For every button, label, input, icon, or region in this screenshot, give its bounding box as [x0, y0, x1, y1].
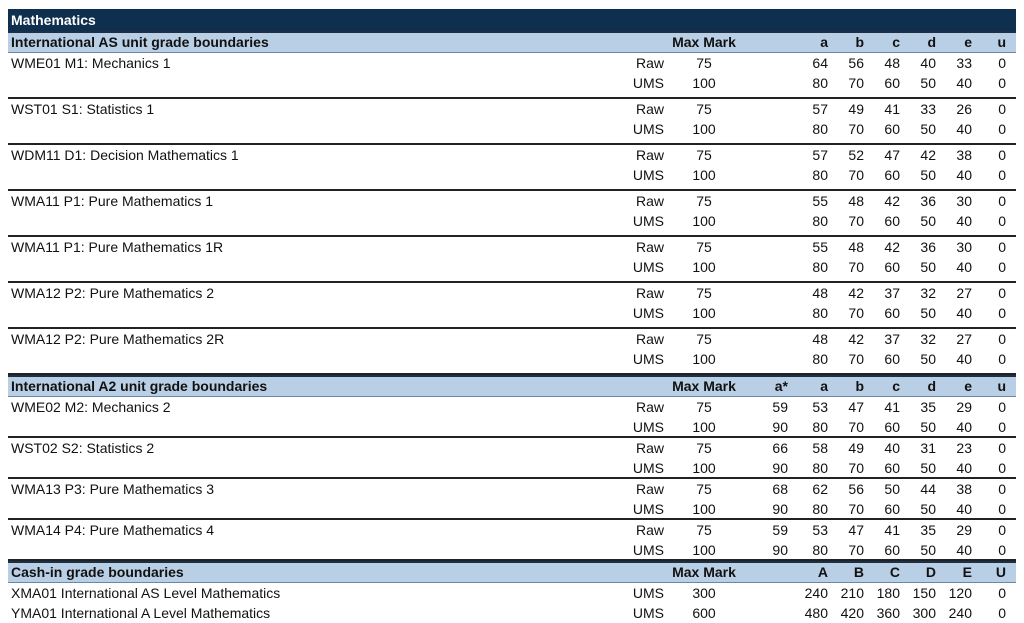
mark-type: Raw [635, 193, 664, 209]
grade-boundary: 42 [848, 285, 864, 301]
grade-boundary: 32 [920, 331, 936, 347]
mark-type: UMS [632, 541, 664, 558]
qualification-title: XMA01 International AS Level Mathematics [11, 585, 281, 601]
grade-boundary: 0 [998, 541, 1006, 558]
cashin-row [8, 603, 1016, 623]
grade-boundary: 300 [912, 605, 936, 621]
cashin-grade-header: U [995, 564, 1006, 580]
a2-grade-header: a* [774, 378, 788, 394]
raw-row [8, 237, 1016, 257]
a2-unit-list [8, 397, 1016, 561]
a2-grade-header: u [997, 378, 1006, 394]
grade-boundary: 40 [884, 440, 900, 456]
unit-block [8, 191, 1016, 237]
a2-grade-header: b [855, 378, 864, 394]
unit-block [8, 237, 1016, 283]
grade-boundary: 36 [920, 193, 936, 209]
grade-boundary: 150 [912, 585, 936, 601]
grade-boundary: 33 [956, 55, 972, 71]
as-grade-header: e [964, 34, 972, 50]
unit-title: WMA13 P3: Pure Mathematics 3 [11, 481, 215, 497]
ums-row [8, 349, 1016, 369]
grade-boundary: 40 [956, 418, 972, 435]
grade-boundary: 0 [998, 239, 1006, 255]
grade-boundary: 70 [848, 121, 864, 137]
cashin-heading: Cash-in grade boundaries [11, 564, 184, 580]
a2-grade-header: a [820, 378, 828, 394]
cashin-row [8, 583, 1016, 603]
cashin-grade-header: C [889, 564, 900, 580]
as-max-mark-header: Max Mark [672, 34, 736, 50]
grade-boundary: 0 [998, 331, 1006, 347]
grade-boundary: 60 [884, 75, 900, 91]
mark-type: Raw [635, 440, 664, 456]
grade-boundary: 48 [884, 55, 900, 71]
grade-boundary: 52 [848, 147, 864, 163]
max-mark: 600 [692, 605, 716, 621]
ums-row [8, 458, 1016, 478]
raw-row [8, 479, 1016, 499]
grade-boundary: 70 [848, 541, 864, 558]
unit-title: WMA11 P1: Pure Mathematics 1 [11, 193, 214, 209]
grade-boundary: 48 [812, 285, 828, 301]
grade-boundary: 0 [998, 101, 1006, 117]
max-mark: 100 [692, 500, 716, 517]
grade-boundary: 53 [812, 522, 828, 538]
max-mark: 100 [692, 167, 716, 183]
mark-type: UMS [632, 259, 664, 275]
ums-row [8, 417, 1016, 437]
grade-boundary: 42 [848, 331, 864, 347]
raw-row [8, 99, 1016, 119]
grade-boundary: 90 [772, 500, 788, 517]
max-mark: 100 [692, 259, 716, 275]
grade-boundary: 60 [884, 121, 900, 137]
grade-boundary: 0 [998, 481, 1006, 497]
grade-boundary: 0 [998, 193, 1006, 209]
raw-row [8, 145, 1016, 165]
grade-boundary: 60 [884, 213, 900, 229]
mark-type: UMS [632, 605, 664, 621]
grade-boundary: 41 [884, 101, 900, 117]
grade-boundary: 60 [884, 167, 900, 183]
grade-boundary: 40 [956, 75, 972, 91]
a2-grade-header: e [964, 378, 972, 394]
ums-row [8, 73, 1016, 93]
grade-boundary: 40 [956, 459, 972, 476]
grade-boundary: 55 [812, 239, 828, 255]
grade-boundary: 420 [840, 605, 864, 621]
mark-type: UMS [632, 213, 664, 229]
grade-boundary: 27 [956, 285, 972, 301]
as-section-header [8, 31, 1016, 53]
grade-boundary: 30 [956, 193, 972, 209]
mark-type: UMS [632, 459, 664, 476]
grade-boundary: 26 [956, 101, 972, 117]
grade-boundary: 40 [956, 500, 972, 517]
grade-boundary: 70 [848, 259, 864, 275]
grade-boundary: 37 [884, 331, 900, 347]
mark-type: Raw [635, 101, 664, 117]
grade-boundary: 60 [884, 305, 900, 321]
unit-title: WME01 M1: Mechanics 1 [11, 55, 171, 71]
grade-boundary: 0 [998, 213, 1006, 229]
grade-boundary: 70 [848, 500, 864, 517]
max-mark: 300 [692, 585, 716, 601]
grade-boundary: 80 [812, 167, 828, 183]
grade-boundary: 0 [998, 585, 1006, 601]
grade-boundary: 0 [998, 305, 1006, 321]
unit-title: WST02 S2: Statistics 2 [11, 440, 155, 456]
raw-row [8, 438, 1016, 458]
max-mark: 75 [696, 285, 712, 301]
grade-boundary: 0 [998, 418, 1006, 435]
grade-boundary: 42 [884, 193, 900, 209]
grade-boundary: 80 [812, 459, 828, 476]
grade-boundary: 210 [840, 585, 864, 601]
grade-boundary: 31 [920, 440, 936, 456]
grade-boundary: 0 [998, 399, 1006, 415]
grade-boundary: 80 [812, 213, 828, 229]
grade-boundary: 40 [956, 213, 972, 229]
grade-boundary: 60 [884, 500, 900, 517]
ums-row [8, 303, 1016, 323]
grade-boundary: 62 [812, 481, 828, 497]
ums-row [8, 257, 1016, 277]
grade-boundary: 0 [998, 605, 1006, 621]
ums-row [8, 211, 1016, 231]
unit-block [8, 53, 1016, 99]
grade-boundary: 40 [956, 259, 972, 275]
grade-boundary: 29 [956, 522, 972, 538]
grade-boundary: 40 [956, 351, 972, 367]
grade-boundary: 38 [956, 481, 972, 497]
mark-type: UMS [632, 500, 664, 517]
grade-boundary: 0 [998, 440, 1006, 456]
grade-boundary: 70 [848, 418, 864, 435]
unit-title: WMA12 P2: Pure Mathematics 2R [11, 331, 225, 347]
grade-boundary: 80 [812, 75, 828, 91]
grade-boundary: 0 [998, 285, 1006, 301]
grade-boundary: 50 [884, 481, 900, 497]
grade-boundary: 90 [772, 418, 788, 435]
max-mark: 75 [696, 55, 712, 71]
max-mark: 100 [692, 541, 716, 558]
grade-boundary: 0 [998, 167, 1006, 183]
grade-boundary: 50 [920, 305, 936, 321]
grade-boundary: 70 [848, 351, 864, 367]
grade-boundary: 80 [812, 121, 828, 137]
raw-row [8, 283, 1016, 303]
grade-boundary: 0 [998, 75, 1006, 91]
ums-row [8, 540, 1016, 560]
grade-boundary: 240 [948, 605, 972, 621]
grade-boundary: 50 [920, 351, 936, 367]
grade-boundary: 60 [884, 418, 900, 435]
unit-title: WDM11 D1: Decision Mathematics 1 [11, 147, 239, 163]
grade-boundary: 80 [812, 259, 828, 275]
grade-boundary: 0 [998, 55, 1006, 71]
mark-type: Raw [635, 239, 664, 255]
mark-type: Raw [635, 285, 664, 301]
unit-block [8, 99, 1016, 145]
grade-boundary: 60 [884, 351, 900, 367]
mark-type: UMS [632, 121, 664, 137]
as-unit-list [8, 53, 1016, 375]
grade-boundary: 50 [920, 121, 936, 137]
grade-boundary: 0 [998, 500, 1006, 517]
max-mark: 75 [696, 239, 712, 255]
grade-boundary: 27 [956, 331, 972, 347]
cashin-section-header [8, 561, 1016, 583]
cashin-grade-header: E [962, 564, 972, 580]
qualification-title: YMA01 International A Level Mathematics [11, 605, 271, 621]
as-grade-header: u [997, 34, 1006, 50]
grade-boundary: 90 [772, 541, 788, 558]
grade-boundary: 66 [772, 440, 788, 456]
grade-boundary: 48 [812, 331, 828, 347]
grade-boundary: 57 [812, 147, 828, 163]
grade-boundary: 70 [848, 305, 864, 321]
grade-boundary: 60 [884, 259, 900, 275]
raw-row [8, 397, 1016, 417]
mark-type: UMS [632, 351, 664, 367]
unit-title: WST01 S1: Statistics 1 [11, 101, 155, 117]
grade-boundary: 50 [920, 167, 936, 183]
grade-boundary: 42 [920, 147, 936, 163]
unit-block [8, 438, 1016, 479]
grade-boundary: 180 [876, 585, 900, 601]
as-grade-header: a [820, 34, 828, 50]
grade-boundary: 42 [884, 239, 900, 255]
mark-type: UMS [632, 585, 664, 601]
max-mark: 100 [692, 121, 716, 137]
subject-title: Mathematics [8, 9, 1016, 31]
grade-boundary: 47 [884, 147, 900, 163]
grade-boundary: 70 [848, 213, 864, 229]
ums-row [8, 499, 1016, 519]
grade-boundary: 0 [998, 351, 1006, 367]
grade-boundary: 41 [884, 522, 900, 538]
grade-boundary: 49 [848, 440, 864, 456]
grade-boundary: 80 [812, 541, 828, 558]
a2-section-header [8, 375, 1016, 397]
grade-boundary: 60 [884, 459, 900, 476]
raw-row [8, 520, 1016, 540]
grade-boundary: 35 [920, 522, 936, 538]
max-mark: 75 [696, 399, 712, 415]
grade-boundary: 0 [998, 522, 1006, 538]
grade-boundary: 48 [848, 239, 864, 255]
grade-boundary: 41 [884, 399, 900, 415]
mark-type: UMS [632, 305, 664, 321]
cashin-grade-header: A [817, 564, 828, 580]
max-mark: 75 [696, 440, 712, 456]
grade-boundary: 50 [920, 541, 936, 558]
grade-boundary: 60 [884, 541, 900, 558]
grade-boundary: 70 [848, 167, 864, 183]
unit-title: WMA14 P4: Pure Mathematics 4 [11, 522, 215, 538]
max-mark: 75 [696, 101, 712, 117]
grade-boundary: 90 [772, 459, 788, 476]
max-mark: 75 [696, 147, 712, 163]
grade-boundary: 47 [848, 522, 864, 538]
grade-boundary: 80 [812, 351, 828, 367]
grade-boundary: 48 [848, 193, 864, 209]
grade-boundary: 56 [848, 481, 864, 497]
mark-type: Raw [635, 55, 664, 71]
mark-type: Raw [635, 331, 664, 347]
cashin-grade-header: D [925, 564, 936, 580]
cashin-list [8, 583, 1016, 623]
grade-boundary: 56 [848, 55, 864, 71]
grade-boundary: 80 [812, 418, 828, 435]
a2-heading: International A2 unit grade boundaries [11, 378, 268, 394]
grade-boundary: 35 [920, 399, 936, 415]
cashin-grade-header: B [853, 564, 864, 580]
ums-row [8, 165, 1016, 185]
grade-boundary: 120 [948, 585, 972, 601]
raw-row [8, 53, 1016, 73]
cashin-max-mark-header: Max Mark [672, 564, 736, 580]
grade-boundary: 0 [998, 147, 1006, 163]
grade-boundary: 49 [848, 101, 864, 117]
mark-type: UMS [632, 418, 664, 435]
max-mark: 100 [692, 418, 716, 435]
grade-boundary: 23 [956, 440, 972, 456]
ums-row [8, 119, 1016, 139]
unit-title: WME02 M2: Mechanics 2 [11, 399, 171, 415]
as-grade-header: c [892, 34, 900, 50]
unit-block [8, 520, 1016, 561]
grade-boundary: 37 [884, 285, 900, 301]
grade-boundary: 58 [812, 440, 828, 456]
grade-boundary: 80 [812, 500, 828, 517]
grade-boundary: 0 [998, 259, 1006, 275]
mark-type: Raw [635, 147, 664, 163]
a2-grade-header: c [892, 378, 900, 394]
grade-boundary: 50 [920, 213, 936, 229]
grade-boundary: 36 [920, 239, 936, 255]
grade-boundary: 53 [812, 399, 828, 415]
grade-boundary: 50 [920, 259, 936, 275]
grade-boundary: 30 [956, 239, 972, 255]
unit-block [8, 145, 1016, 191]
max-mark: 100 [692, 351, 716, 367]
grade-boundary: 29 [956, 399, 972, 415]
mark-type: Raw [635, 522, 664, 538]
grade-boundary: 57 [812, 101, 828, 117]
grade-boundary: 33 [920, 101, 936, 117]
unit-block [8, 397, 1016, 438]
max-mark: 75 [696, 193, 712, 209]
grade-boundary: 70 [848, 75, 864, 91]
grade-boundary: 40 [956, 305, 972, 321]
grade-boundary: 70 [848, 459, 864, 476]
grade-boundary: 38 [956, 147, 972, 163]
grade-boundary: 59 [772, 522, 788, 538]
mark-type: Raw [635, 399, 664, 415]
unit-block [8, 479, 1016, 520]
grade-boundary: 44 [920, 481, 936, 497]
max-mark: 75 [696, 331, 712, 347]
grade-boundary: 32 [920, 285, 936, 301]
unit-block [8, 283, 1016, 329]
raw-row [8, 329, 1016, 349]
grade-boundary: 50 [920, 459, 936, 476]
mark-type: UMS [632, 75, 664, 91]
grade-boundary: 0 [998, 459, 1006, 476]
max-mark: 100 [692, 305, 716, 321]
as-grade-header: d [927, 34, 936, 50]
a2-max-mark-header: Max Mark [672, 378, 736, 394]
grade-boundary: 40 [956, 121, 972, 137]
grade-boundary: 47 [848, 399, 864, 415]
grade-boundary: 40 [956, 541, 972, 558]
grade-boundary: 50 [920, 418, 936, 435]
grade-boundary: 50 [920, 75, 936, 91]
max-mark: 100 [692, 459, 716, 476]
grade-boundary: 50 [920, 500, 936, 517]
unit-title: WMA12 P2: Pure Mathematics 2 [11, 285, 215, 301]
grade-boundaries-page [8, 9, 1016, 623]
grade-boundary: 360 [876, 605, 900, 621]
grade-boundary: 59 [772, 399, 788, 415]
grade-boundary: 64 [812, 55, 828, 71]
as-heading: International AS unit grade boundaries [11, 34, 269, 50]
unit-title: WMA11 P1: Pure Mathematics 1R [11, 239, 224, 255]
grade-boundary: 55 [812, 193, 828, 209]
grade-boundary: 40 [920, 55, 936, 71]
mark-type: Raw [635, 481, 664, 497]
raw-row [8, 191, 1016, 211]
grade-boundary: 480 [804, 605, 828, 621]
grade-boundary: 0 [998, 121, 1006, 137]
grade-boundary: 40 [956, 167, 972, 183]
grade-boundary: 80 [812, 305, 828, 321]
as-grade-header: b [855, 34, 864, 50]
mark-type: UMS [632, 167, 664, 183]
max-mark: 75 [696, 481, 712, 497]
max-mark: 75 [696, 522, 712, 538]
grade-boundary: 240 [804, 585, 828, 601]
max-mark: 100 [692, 213, 716, 229]
a2-grade-header: d [927, 378, 936, 394]
max-mark: 100 [692, 75, 716, 91]
grade-boundary: 68 [772, 481, 788, 497]
unit-block [8, 329, 1016, 375]
